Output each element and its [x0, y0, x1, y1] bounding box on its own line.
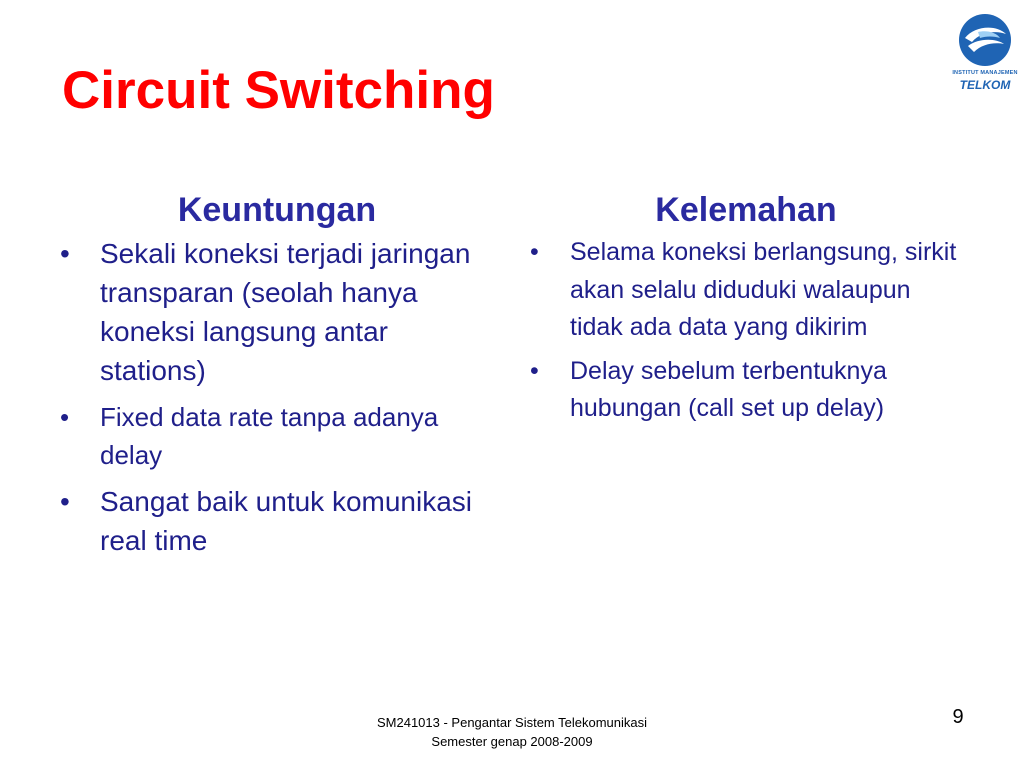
list-item [60, 482, 500, 560]
bullet: • [60, 486, 70, 517]
slide-footer [362, 713, 662, 751]
footer-semester: Semester genap 2008-2009 [431, 734, 593, 749]
advantages-column [60, 190, 500, 568]
logo-text-institut: INSTITUT MANAJEMEN [952, 70, 1018, 76]
bullet: • [60, 238, 70, 269]
list-item-text: Fixed data rate tanpa adanya delay [100, 402, 439, 470]
advantages-heading: Keuntungan [177, 191, 377, 229]
list-item [60, 398, 500, 474]
slide-title: Circuit Switching [62, 61, 495, 120]
bullet: • [530, 238, 539, 266]
footer-course: SM241013 - Pengantar Sistem Telekomunikasi [376, 715, 648, 730]
list-item-text: Selama koneksi berlangsung, sirkit akan selalu diduduki walaupun tidak ada data yang dikirim [570, 238, 957, 341]
disadvantages-list [530, 234, 960, 428]
bullet: • [530, 356, 539, 385]
list-item-text: Sekali koneksi terjadi jaringan transparan (seolah hanya koneksi langsung antar stations) [100, 238, 471, 386]
logo-text-telkom: TELKOM [959, 78, 1011, 92]
list-item [530, 234, 960, 347]
telkom-logo [952, 12, 1018, 96]
bullet: • [60, 402, 70, 432]
list-item [60, 234, 500, 390]
disadvantages-column [530, 190, 960, 434]
advantages-list [60, 234, 500, 560]
list-item-text: Delay sebelum terbentuknya hubungan (call set up delay) [570, 356, 887, 422]
list-item-text: Sangat baik untuk komunikasi real time [100, 486, 472, 556]
telkom-logo-icon [952, 12, 1018, 70]
list-item [530, 353, 960, 428]
disadvantages-heading: Kelemahan [655, 191, 837, 229]
page-number: 9 [952, 706, 964, 728]
